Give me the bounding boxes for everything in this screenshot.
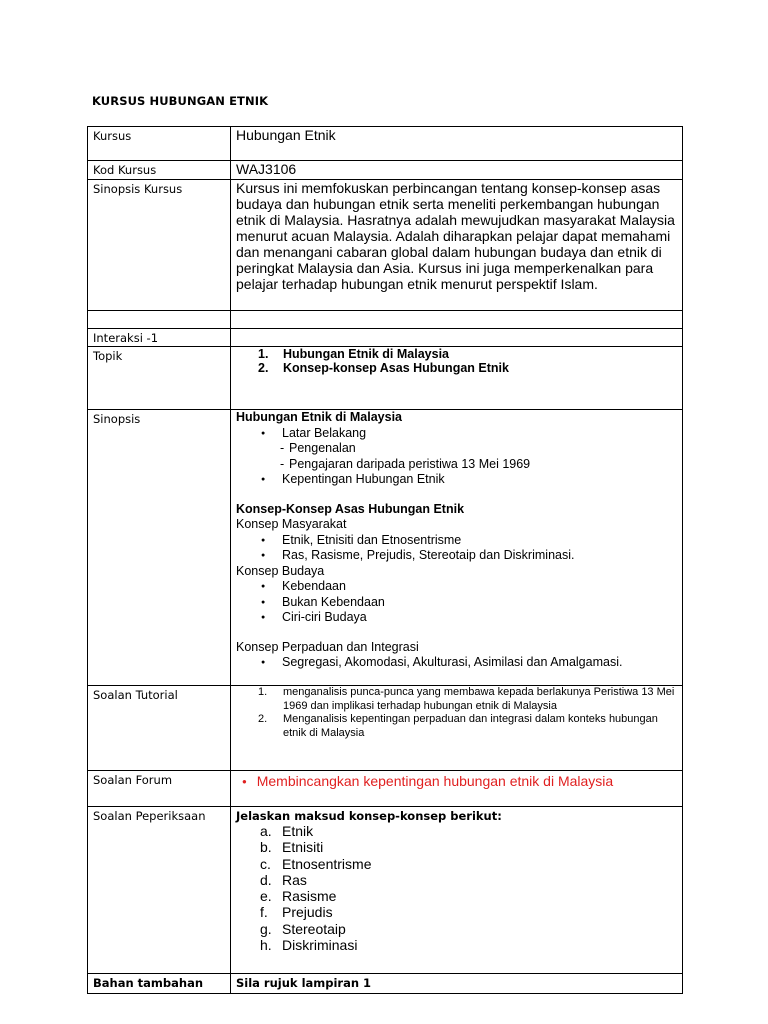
list-item: ● Segregasi, Akomodasi, Akulturasi, Asimilasi dan Amalgamasi. [261,655,677,671]
label-bahan: Bahan tambahan [88,974,231,994]
list-item: - Pengajaran daripada peristiwa 13 Mei 1969 [280,457,677,473]
value-sinopsis-kursus: Kursus ini memfokuskan perbincangan tentang konsep-konsep asas budaya dan hubungan etnik serta meneliti perkembangan hubungan etnik di Malaysia. Hasratnya adalah mewujudkan masyarakat Malaysia menurut acuan Malaysia. Adalah diharapkan pelajar dapat memahami dan menangani cabaran global dalam hubungan budaya dan etnik di peringkat Malaysia dan Asia. Kursus ini juga memperkenalkan para pelajar terhadap hubungan etnik menurut perspektif Islam. [231,180,683,311]
row-forum [88,771,683,807]
list-item: ● Kebendaan [261,579,677,595]
row-kursus [88,127,683,161]
label-interaksi: Interaksi -1 [88,329,231,347]
konsep-perpaduan: Konsep Perpaduan dan Integrasi [236,639,419,654]
bullet-icon: ● [242,777,247,786]
forum-cell [231,771,683,807]
label-tutorial: Soalan Tutorial [88,686,231,771]
row-empty [88,311,683,329]
list-item: 1. menganalisis punca-punca yang membawa kepada berlakunya Peristiwa 13 Mei 1969 dan implikasi terhadap hubungan etnik di Malaysia [258,686,675,712]
list-item: 1. Hubungan Etnik di Malaysia [258,347,449,361]
topik-cell [231,347,683,410]
row-tutorial [88,686,683,771]
label-sinopsis: Sinopsis [88,410,231,686]
list [236,579,677,626]
peperiksaan-cell [231,807,683,974]
label-kod: Kod Kursus [88,161,231,180]
list-item: b. Etnisiti [260,839,324,856]
list [236,472,677,488]
row-peperiksaan [88,807,683,974]
list [236,426,677,442]
list-item: ● Ciri-ciri Budaya [261,610,677,626]
list-item: h. Diskriminasi [260,937,358,954]
tutorial-list [236,686,677,740]
list [236,533,677,564]
course-table [87,126,683,994]
empty-cell-right [231,311,683,329]
list-item: ● Etnik, Etnisiti dan Etnosentrisme [261,533,677,549]
peperiksaan-intro: Jelaskan maksud konsep-konsep berikut: [236,809,502,823]
list-item: - Pengenalan [280,441,677,457]
value-interaksi [231,329,683,347]
peperiksaan-list [236,823,677,953]
value-kod: WAJ3106 [231,161,683,180]
konsep-budaya: Konsep Budaya [236,563,325,578]
label-topik: Topik [88,347,231,410]
label-forum: Soalan Forum [88,771,231,807]
list-item: d. Ras [260,871,307,888]
topik-list [236,347,677,375]
list-item: f. Prejudis [260,904,333,921]
row-topik [88,347,683,410]
empty-cell-left [88,311,231,329]
list-item: 2. Konsep-konsep Asas Hubungan Etnik [258,361,509,375]
document-title: KURSUS HUBUNGAN ETNIK [92,94,269,108]
label-sinopsis-kursus: Sinopsis Kursus [88,180,231,311]
list [236,655,677,671]
row-sinopsis [88,410,683,686]
list-item: c. Etnosentrisme [260,855,372,872]
sinopsis-cell [231,410,683,686]
konsep-masyarakat: Konsep Masyarakat [236,517,347,531]
list [236,441,677,472]
tutorial-cell [231,686,683,771]
list-item: a. Etnik [260,823,314,839]
label-kursus: Kursus [88,127,231,161]
list-item: ● Ras, Rasisme, Prejudis, Stereotaip dan Diskriminasi. [261,548,677,564]
sinopsis-heading-1: Hubungan Etnik di Malaysia [236,410,402,424]
sinopsis-heading-2: Konsep-Konsep Asas Hubungan Etnik [236,501,465,516]
row-interaksi [88,329,683,347]
list-item: e. Rasisme [260,888,337,905]
row-bahan [88,974,683,994]
list-item: ● Bukan Kebendaan [261,595,677,611]
list-item: ● Kepentingan Hubungan Etnik [261,472,677,488]
list-item: ● Latar Belakang [261,426,677,442]
label-peperiksaan: Soalan Peperiksaan [88,807,231,974]
value-kursus: Hubungan Etnik [231,127,683,161]
row-kod [88,161,683,180]
value-bahan: Sila rujuk lampiran 1 [231,974,683,994]
list-item: 2. Menganalisis kepentingan perpaduan dan integrasi dalam konteks hubungan etnik di Malaysia [258,713,658,739]
list-item: g. Stereotaip [260,920,346,937]
forum-question: ● Membincangkan kepentingan hubungan etnik di Malaysia [242,773,614,789]
row-sinopsis-kursus [88,180,683,311]
